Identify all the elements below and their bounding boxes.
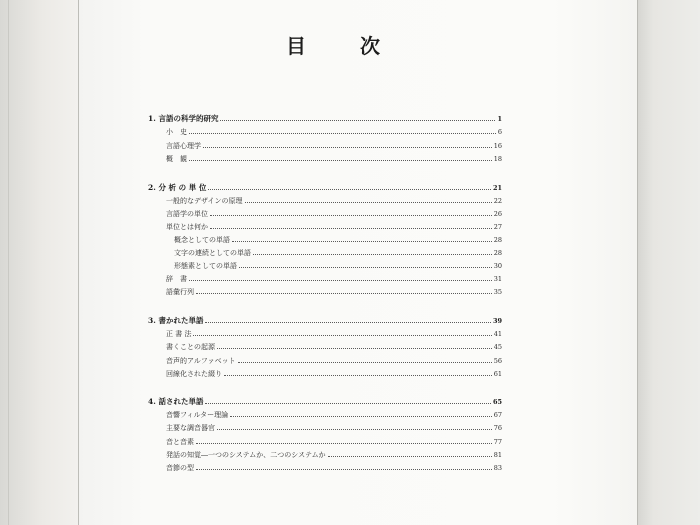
toc-entry-row [166, 409, 502, 422]
toc-entry-label: 音声的アルファベット [166, 357, 236, 365]
toc-entry-label: 語彙行列 [166, 288, 194, 296]
toc-entry-row [166, 355, 502, 368]
toc-page-number: 6 [497, 128, 502, 136]
toc-entry-label: 主要な調音器官 [166, 424, 215, 432]
toc-entry-label: 言語心理学 [166, 142, 201, 150]
toc-entry-row [166, 341, 502, 354]
toc-entry-row [174, 234, 502, 247]
toc-leader-dots [253, 254, 492, 255]
toc-entry-label: 発話の知覚―一つのシステムか、二つのシステムか [166, 451, 326, 459]
toc-page-number: 41 [493, 330, 502, 338]
toc-entry-label: 一般的なデザインの原理 [166, 197, 243, 205]
toc-section-row [148, 112, 502, 125]
toc-leader-dots [238, 362, 492, 363]
toc-entry-row [166, 436, 502, 449]
toc-entry-row [166, 153, 502, 166]
toc-entry-row [166, 126, 502, 139]
toc-leader-dots [193, 335, 491, 336]
toc-leader-dots [245, 202, 492, 203]
toc-entry-label: 回線化された綴り [166, 370, 222, 378]
toc-leader-dots [232, 241, 492, 242]
toc-entry-label: 正 書 法 [166, 330, 192, 338]
toc-leader-dots [203, 147, 492, 148]
toc-entry-label: 小 史 [166, 128, 187, 136]
toc-entry-row [166, 449, 502, 462]
toc-title-first-char: 目 [286, 34, 306, 58]
toc-entry-label: 1. 言語の科学的研究 [148, 114, 219, 123]
toc-entry-row [166, 195, 502, 208]
toc-leader-dots [328, 456, 492, 457]
toc-page-number: 56 [493, 357, 502, 365]
left-page-edge-line [8, 0, 9, 525]
toc-leader-dots [196, 443, 492, 444]
toc-entry-label: 音節の型 [166, 464, 194, 472]
toc-entry-row [166, 208, 502, 221]
toc-page-number: 30 [493, 262, 502, 270]
toc-entry-label: 文字の連続としての単語 [174, 249, 251, 257]
toc-page-number: 61 [493, 370, 502, 378]
toc-entry-row [166, 422, 502, 435]
toc-entry-label: 概 観 [166, 155, 187, 163]
toc-page-number: 27 [493, 223, 502, 231]
toc-page-number: 83 [493, 464, 502, 472]
toc-page-number: 28 [493, 236, 502, 244]
toc-page-number: 67 [493, 411, 502, 419]
toc-entry-label: 書くことの起源 [166, 343, 215, 351]
toc-entry-row [174, 247, 502, 260]
toc-entry-label: 4. 話された単語 [148, 397, 204, 406]
toc-entry-label: 音と音素 [166, 438, 194, 446]
toc-page-number: 81 [493, 451, 502, 459]
toc-page-number: 26 [493, 210, 502, 218]
toc-page-number: 18 [493, 155, 502, 163]
toc-section-row [148, 395, 502, 408]
toc-page-number: 77 [493, 438, 502, 446]
toc-section-row [148, 314, 502, 327]
toc-entry-label: 2. 分 析 の 単 位 [148, 183, 207, 192]
toc-page-number: 45 [493, 343, 502, 351]
toc-page-number: 31 [493, 275, 502, 283]
toc-entry-label: 形態素としての単語 [174, 262, 237, 270]
toc-entry-row [166, 140, 502, 153]
toc-page-number: 39 [492, 317, 502, 325]
toc-entry-label: 概念としての単語 [174, 236, 230, 244]
toc-page-number: 65 [492, 398, 502, 406]
toc-section-row [148, 181, 502, 194]
toc-page-number: 1 [497, 115, 502, 123]
toc-leader-dots [220, 120, 495, 121]
toc-leader-dots [205, 322, 491, 323]
toc-entry-row [166, 328, 502, 341]
toc-entry-row [174, 260, 502, 273]
toc-leader-dots [230, 416, 492, 417]
toc-leader-dots [189, 160, 492, 161]
toc-leader-dots [208, 189, 491, 190]
toc-page-number: 22 [493, 197, 502, 205]
toc-page-number: 28 [493, 249, 502, 257]
toc-page-number: 76 [493, 424, 502, 432]
toc-leader-dots [205, 403, 491, 404]
toc-entry-row [166, 273, 502, 286]
toc-entry-label: 単位とは何か [166, 223, 208, 231]
toc-leader-dots [217, 429, 492, 430]
toc-leader-dots [189, 280, 492, 281]
toc-leader-dots [239, 267, 492, 268]
toc-leader-dots [210, 215, 492, 216]
toc-title-second-char: 次 [360, 34, 380, 58]
toc-page-number: 21 [492, 184, 502, 192]
toc-entry-row [166, 368, 502, 381]
toc-entry-label: 3. 書かれた単語 [148, 316, 204, 325]
book-spine-shadow [0, 0, 79, 525]
toc-leader-dots [196, 469, 492, 470]
toc-leader-dots [217, 348, 492, 349]
toc-entry-label: 音響フィルター理論 [166, 411, 229, 419]
toc-page-number: 35 [493, 288, 502, 296]
toc-leader-dots [189, 133, 496, 134]
right-page-edge [637, 0, 700, 525]
toc-entry-row [166, 221, 502, 234]
toc-leader-dots [224, 375, 492, 376]
toc-entry-label: 辞 書 [166, 275, 187, 283]
toc-leader-dots [210, 228, 492, 229]
toc-entry-row [166, 286, 502, 299]
toc-page-number: 16 [493, 142, 502, 150]
toc-entry-row [166, 462, 502, 475]
toc-leader-dots [196, 293, 492, 294]
toc-entry-label: 言語学の単位 [166, 210, 208, 218]
